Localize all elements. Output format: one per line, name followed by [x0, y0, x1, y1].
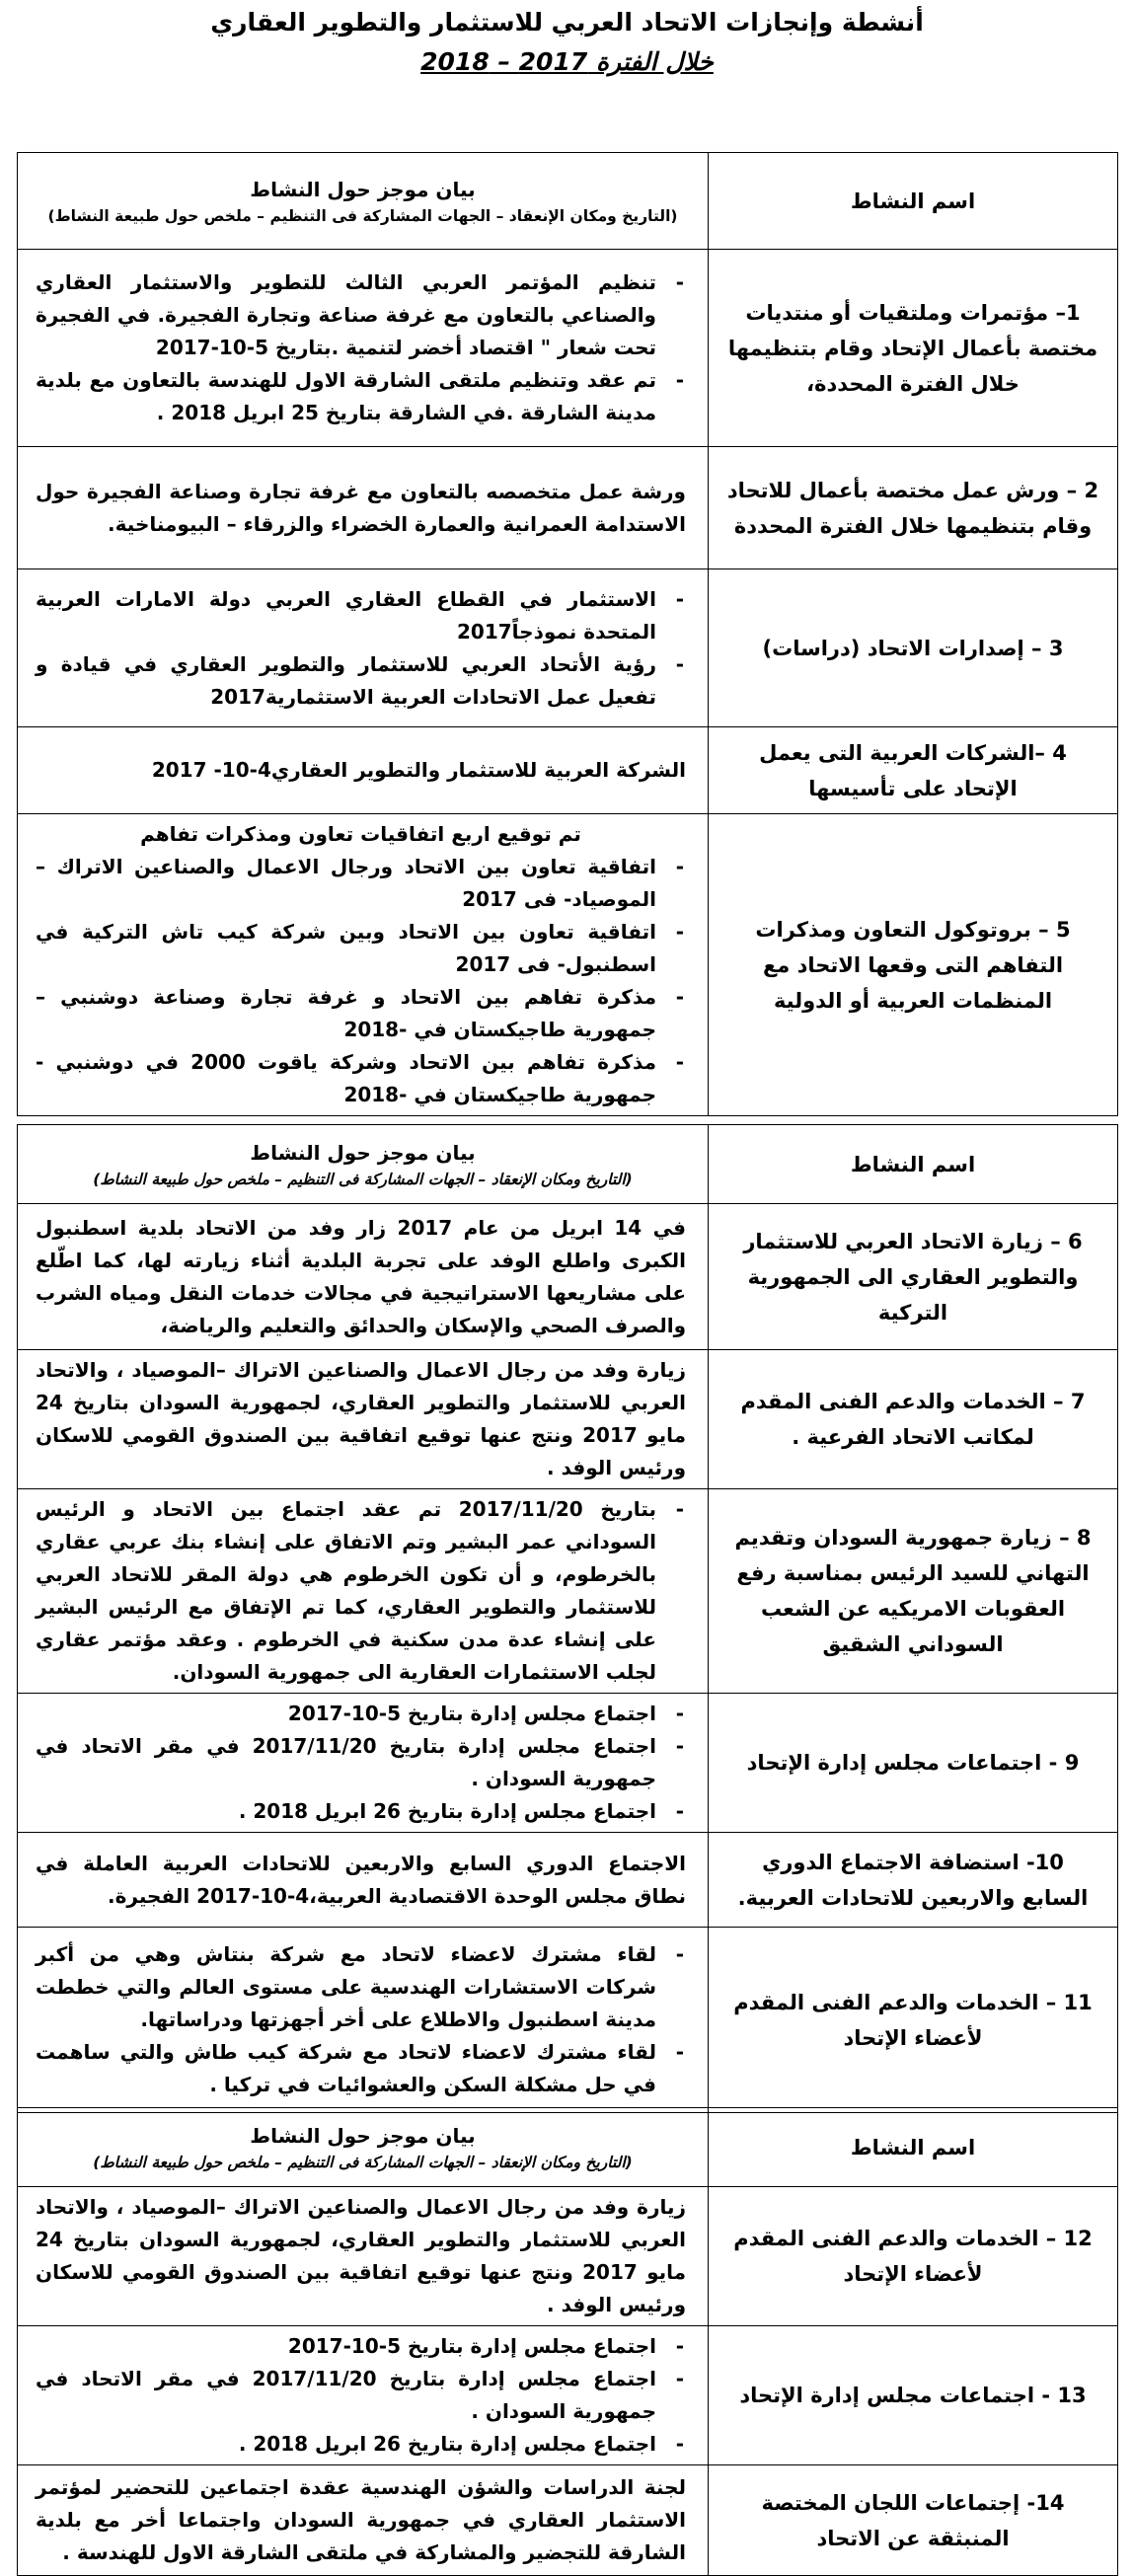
activity-description — [18, 569, 709, 727]
table-row — [18, 1928, 1118, 2113]
activity-name: 2 – ورش عمل مختصة بأعمال للاتحاد وقام بتنظيمها خلال الفترة المحددة — [709, 447, 1118, 569]
activity-name: 1– مؤتمرات وملتقيات أو منتديات مختصة بأعمال الإتحاد وقام بتنظيمها خلال الفترة المحددة، — [709, 250, 1118, 447]
activity-name: 12 – الخدمات والدعم الفنى المقدم لأعضاء الإتحاد — [709, 2187, 1118, 2326]
table-header-row — [18, 1125, 1118, 1204]
activities-table-2 — [17, 1124, 1118, 2113]
header-desc-sub: (التاريخ ومكان الإنعقاد – الجهات المشاركة فى التنظيم – ملخص حول طبيعة النشاط) — [47, 206, 678, 225]
bullet-item: - اتفاقية تعاون بين الاتحاد ورجال الاعمال والصناعين الاتراك –الموصياد- فى 2017 — [36, 851, 656, 916]
bullet-item: - تنظيم المؤتمر العربي الثالث للتطوير والاستثمار العقاري والصناعي بالتعاون مع غرفة صناعة وتجارة الفجيرة. في الفجيرة تحت شعار " اقتصاد أخضر لتنمية .بتاريخ 5-10-2017 — [36, 266, 656, 364]
document-subtitle: خلال الفترة 2017 – 2018 — [420, 47, 714, 76]
bullet-item: - اجتماع مجلس إدارة بتاريخ 26 ابريل 2018 . — [36, 1795, 656, 1828]
activity-description — [18, 2326, 709, 2465]
bullet-item: - اجتماع مجلس إدارة بتاريخ 2017/11/20 في مقر الاتحاد في جمهورية السودان . — [36, 2363, 656, 2428]
header-activity-description — [18, 2108, 709, 2187]
bullet-item: - اجتماع مجلس إدارة بتاريخ 5-10-2017 — [36, 1698, 656, 1730]
activities-table-1 — [17, 152, 1118, 1116]
activity-description — [18, 1489, 709, 1694]
activity-name: 13 - اجتماعات مجلس إدارة الإتحاد — [709, 2326, 1118, 2465]
activity-name: 8 – زيارة جمهورية السودان وتقديم التهاني للسيد الرئيس بمناسبة رفع العقوبات الامريكيه عن الشعب السوداني الشقيق — [709, 1489, 1118, 1694]
activity-description — [18, 1694, 709, 1833]
bullet-item: - اجتماع مجلس إدارة بتاريخ 5-10-2017 — [36, 2330, 656, 2363]
activity-name: 6 – زيارة الاتحاد العربي للاستثمار والتطوير العقاري الى الجمهورية التركية — [709, 1204, 1118, 1350]
table-row — [18, 1204, 1118, 1350]
header-activity-name: اسم النشاط — [709, 153, 1118, 250]
activity-description: ورشة عمل متخصصه بالتعاون مع غرفة تجارة وصناعة الفجيرة حول الاستدامة العمرانية والعمارة الخضراء والزرقاء – البيومناخية. — [18, 447, 709, 569]
bullet-item: - اتفاقية تعاون بين الاتحاد وبين شركة كيب تاش التركية في اسطنبول- فى 2017 — [36, 916, 656, 981]
activity-description: الشركة العربية للاستثمار والتطوير العقاري4-10- 2017 — [18, 727, 709, 814]
table-row — [18, 569, 1118, 727]
header-activity-name: اسم النشاط — [709, 2108, 1118, 2187]
activity-description — [18, 814, 709, 1116]
header-activity-name: اسم النشاط — [709, 1125, 1118, 1204]
header-desc-main: بيان موجز حول النشاط — [250, 177, 476, 201]
bullet-item: - لقاء مشترك لاعضاء لاتحاد مع شركة بنتاش وهي من أكبر شركات الاستشارات الهندسية على مستوى العالم والتي خططت مدينة اسطنبول والاطلاع على أخر أجهزتها ودراساتها. — [36, 1938, 656, 2036]
header-desc-main: بيان موجز حول النشاط — [250, 1140, 476, 1165]
table-row — [18, 814, 1118, 1116]
table-row — [18, 2187, 1118, 2326]
activity-description — [18, 250, 709, 447]
table-row — [18, 2465, 1118, 2576]
table-row — [18, 2326, 1118, 2465]
activity-name: 11 – الخدمات والدعم الفنى المقدم لأعضاء الإتحاد — [709, 1928, 1118, 2113]
activity-name: 10- استضافة الاجتماع الدوري السابع والاربعين للاتحادات العربية. — [709, 1833, 1118, 1928]
table-header-row — [18, 153, 1118, 250]
activity-description: في 14 ابريل من عام 2017 زار وفد من الاتحاد بلدية اسطنبول الكبرى واطلع الوفد على تجربة البلدية أثناء زيارته لها، كما اطّلع على مشاريعها الاستراتيجية في مجالات خدمات النقل ومياه الشرب والصرف الصحي والإسكان والحدائق والتعليم والرياضة، — [18, 1204, 709, 1350]
bullet-item: - الاستثمار في القطاع العقاري العربي دولة الامارات العربية المتحدة نموذجاً2017 — [36, 583, 656, 648]
activity-name: 5 – بروتوكول التعاون ومذكرات التفاهم التى وقعها الاتحاد مع المنظمات العربية أو الدولية — [709, 814, 1118, 1116]
header-activity-description — [18, 153, 709, 250]
header-desc-main: بيان موجز حول النشاط — [250, 2123, 476, 2148]
table-header-row — [18, 2108, 1118, 2187]
bullet-item: - بتاريخ 2017/11/20 تم عقد اجتماع بين الاتحاد و الرئيس السوداني عمر البشير وتم الاتفاق على إنشاء بنك عربي عقاري بالخرطوم، و أن تكون الخرطوم هي دولة المقر للاتحاد العربي للاستثمار والتطوير العقاري، كما تم الإتفاق مع الرئيس البشير على إنشاء عدة مدن سكنية في الخرطوم . وعقد مؤتمر عقاري لجلب الاستثمارات العقارية الى جمهورية السودان. — [36, 1493, 656, 1689]
activity-name: 14- إجتماعات اللجان المختصة المنبثقة عن الاتحاد — [709, 2465, 1118, 2576]
document-title: أنشطة وإنجازات الاتحاد العربي للاستثمار والتطوير العقاري — [210, 8, 924, 37]
bullet-item: - اجتماع مجلس إدارة بتاريخ 26 ابريل 2018 . — [36, 2428, 656, 2461]
table-row — [18, 727, 1118, 814]
header-desc-sub: (التاريخ ومكان الإنعقاد – الجهات المشاركة فى التنظيم – ملخص حول طبيعة النشاط) — [93, 2153, 633, 2171]
activity-intro: تم توقيع اربع اتفاقيات تعاون ومذكرات تفاهم — [140, 822, 581, 846]
activities-table-3 — [17, 2107, 1118, 2576]
activity-description: زيارة وفد من رجال الاعمال والصناعين الاتراك –الموصياد ، والاتحاد العربي للاستثمار والتطوير العقاري، لجمهورية السودان بتاريخ 24 مايو 2017 ونتج عنها توقيع اتفاقية بين الصندوق القومي للاسكان ورئيس الوفد . — [18, 2187, 709, 2326]
activity-description — [18, 1928, 709, 2113]
activity-name: 4 –الشركات العربية التى يعمل الإتحاد على تأسيسها — [709, 727, 1118, 814]
bullet-item: - لقاء مشترك لاعضاء لاتحاد مع شركة كيب طاش والتي ساهمت في حل مشكلة السكن والعشوائيات في تركيا . — [36, 2036, 656, 2101]
activity-name: 9 - اجتماعات مجلس إدارة الإتحاد — [709, 1694, 1118, 1833]
bullet-item: - اجتماع مجلس إدارة بتاريخ 2017/11/20 في مقر الاتحاد في جمهورية السودان . — [36, 1730, 656, 1795]
activity-name: 7 – الخدمات والدعم الفنى المقدم لمكاتب الاتحاد الفرعية . — [709, 1350, 1118, 1489]
activity-description: زيارة وفد من رجال الاعمال والصناعين الاتراك –الموصياد ، والاتحاد العربي للاستثمار والتطوير العقاري، لجمهورية السودان بتاريخ 24 مايو 2017 ونتج عنها توقيع اتفاقية بين الصندوق القومي للاسكان ورئيس الوفد . — [18, 1350, 709, 1489]
header-desc-sub: (التاريخ ومكان الإنعقاد – الجهات المشاركة فى التنظيم – ملخص حول طبيعة النشاط) — [93, 1170, 633, 1188]
activity-name: 3 – إصدارات الاتحاد (دراسات) — [709, 569, 1118, 727]
table-row — [18, 1350, 1118, 1489]
table-row — [18, 447, 1118, 569]
table-row — [18, 250, 1118, 447]
bullet-item: - مذكرة تفاهم بين الاتحاد و غرفة تجارة وصناعة دوشنبي –جمهورية طاجيكستان في -2018 — [36, 981, 656, 1046]
table-row — [18, 1694, 1118, 1833]
table-row — [18, 1489, 1118, 1694]
bullet-item: - تم عقد وتنظيم ملتقى الشارقة الاول للهندسة بالتعاون مع بلدية مدينة الشارقة .في الشارقة بتاريخ 25 ابريل 2018 . — [36, 364, 656, 429]
table-row — [18, 1833, 1118, 1928]
header-activity-description — [18, 1125, 709, 1204]
activity-description: الاجتماع الدوري السابع والاربعين للاتحادات العربية العاملة في نطاق مجلس الوحدة الاقتصادية العربية،4-10-2017 الفجيرة. — [18, 1833, 709, 1928]
activity-description: لجنة الدراسات والشؤن الهندسية عقدة اجتماعين للتحضير لمؤتمر الاستثمار العقاري في جمهورية السودان واجتماعا أخر مع بلدية الشارقة للتجضير والمشاركة في ملتقى الشارقة الاول للهندسة . — [18, 2465, 709, 2576]
bullet-item: - رؤية الأتحاد العربي للاستثمار والتطوير العقاري في قيادة و تفعيل عمل الاتحادات العربية الاستثمارية2017 — [36, 648, 656, 714]
bullet-item: - مذكرة تفاهم بين الاتحاد وشركة ياقوت 2000 في دوشنبي - جمهورية طاجيكستان في -2018 — [36, 1046, 656, 1111]
